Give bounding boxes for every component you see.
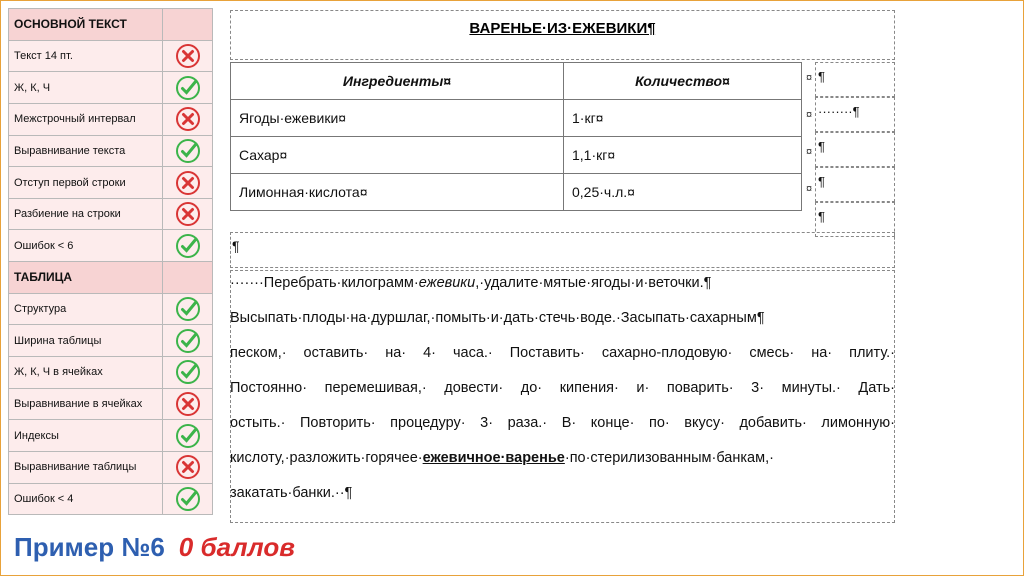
paragraph-mark: ¶ xyxy=(232,238,240,254)
row-end-mark: ¤ xyxy=(806,72,813,84)
checklist-row xyxy=(9,388,213,420)
table-row xyxy=(231,137,802,174)
side-para-frame xyxy=(815,62,895,97)
checklist-section-header xyxy=(9,262,213,294)
checklist-label: Отступ первой строки xyxy=(9,167,163,199)
checklist-label: Ж, К, Ч xyxy=(9,72,163,104)
checklist-mark xyxy=(163,357,213,389)
checklist-section-header xyxy=(9,9,213,41)
document-title: ВАРЕНЬЕ·ИЗ·ЕЖЕВИКИ¶ xyxy=(469,20,656,37)
checklist-label: Выравнивание в ячейках xyxy=(9,388,163,420)
check-icon xyxy=(175,138,201,164)
checklist-mark xyxy=(163,40,213,72)
cross-icon xyxy=(175,43,201,69)
checklist-mark xyxy=(163,135,213,167)
checklist-mark xyxy=(163,167,213,199)
checklist-mark xyxy=(163,420,213,452)
paragraph-mark: ¶ xyxy=(818,174,825,189)
checklist-label: Межстрочный интервал xyxy=(9,103,163,135)
empty-paragraph-frame xyxy=(230,232,895,268)
caption-score: 0 баллов xyxy=(178,532,295,562)
checklist-label: Ж, К, Ч в ячейках xyxy=(9,357,163,389)
cross-icon xyxy=(175,170,201,196)
table-row xyxy=(231,174,802,211)
checklist-mark xyxy=(163,325,213,357)
table-header-row xyxy=(231,63,802,100)
criteria-checklist xyxy=(8,8,213,515)
checklist-label: Структура xyxy=(9,293,163,325)
checklist-label: Ошибок < 6 xyxy=(9,230,163,262)
row-end-mark: ¤ xyxy=(806,146,813,158)
checklist-mark xyxy=(163,483,213,515)
italic-text: ежевики xyxy=(418,275,476,291)
checklist-row xyxy=(9,167,213,199)
checklist-mark xyxy=(163,198,213,230)
paragraph-mark: ········¶ xyxy=(818,104,860,119)
paragraph-mark: ¶ xyxy=(818,209,825,224)
checklist-row xyxy=(9,325,213,357)
table-header-quantity: Количество¤ xyxy=(564,63,802,100)
row-end-mark: ¤ xyxy=(806,109,813,121)
cross-icon xyxy=(175,201,201,227)
checklist-mark xyxy=(163,230,213,262)
bold-underlined-text: ежевичное·варенье xyxy=(422,450,565,466)
caption-title: Пример №6 xyxy=(14,532,165,562)
checklist-mark xyxy=(163,451,213,483)
check-icon xyxy=(175,296,201,322)
checklist-label: Текст 14 пт. xyxy=(9,40,163,72)
checklist-mark xyxy=(163,293,213,325)
paragraph-line: ·······Перебрать·килограмм·ежевики,·удалите·мятые·ягоды·и·веточки.¶ xyxy=(230,275,712,291)
table-cell: Ягоды·ежевики¤ xyxy=(231,100,564,137)
checklist-row xyxy=(9,135,213,167)
check-icon xyxy=(175,423,201,449)
paragraph-line: Высыпать·плоды·на·дуршлаг,·помыть·и·дать·стечь·воде.·Засыпать·сахарным¶ xyxy=(230,310,765,326)
check-icon xyxy=(175,75,201,101)
checklist-row xyxy=(9,103,213,135)
checklist-row xyxy=(9,72,213,104)
row-end-mark: ¤ xyxy=(806,183,813,195)
checklist-label: Индексы xyxy=(9,420,163,452)
example-caption xyxy=(14,532,295,563)
checklist-label: ОСНОВНОЙ ТЕКСТ xyxy=(9,9,163,41)
checklist-label: Ошибок < 4 xyxy=(9,483,163,515)
checklist-label: Ширина таблицы xyxy=(9,325,163,357)
table-cell: 0,25·ч.л.¤ xyxy=(564,174,802,211)
table-cell: Сахар¤ xyxy=(231,137,564,174)
check-icon xyxy=(175,359,201,385)
checklist-row xyxy=(9,451,213,483)
table-cell: 1·кг¤ xyxy=(564,100,802,137)
checklist-row xyxy=(9,293,213,325)
side-para-frame xyxy=(815,132,895,167)
paragraph-line: кислоту,·разложить·горячее·ежевичное·варенье·по·стерилизованным·банкам,· xyxy=(230,450,774,466)
table-cell: 1,1·кг¤ xyxy=(564,137,802,174)
checklist-label: Выравнивание таблицы xyxy=(9,451,163,483)
checklist-mark xyxy=(163,388,213,420)
paragraph-mark: ¶ xyxy=(818,139,825,154)
paragraph-line: песком,· оставить· на· 4· часа.· Поставить· сахарно-плодовую· смесь· на· плиту.· xyxy=(230,345,895,361)
paragraph-mark: ¶ xyxy=(818,69,825,84)
check-icon xyxy=(175,486,201,512)
checklist-mark xyxy=(163,262,213,294)
checklist-mark xyxy=(163,103,213,135)
table-header-ingredients: Ингредиенты¤ xyxy=(231,63,564,100)
paragraph-line: закатать·банки.··¶ xyxy=(230,485,353,501)
document-page xyxy=(230,10,895,523)
checklist-mark xyxy=(163,72,213,104)
paragraph-line: остыть.· Повторить· процедуру· 3· раза.· В· конце· по· вкусу· добавить· лимонную· xyxy=(230,415,895,431)
cross-icon xyxy=(175,454,201,480)
paragraph-line: Постоянно· перемешивая,· довести· до· кипения· и· поварить· 3· минуты.· Дать· xyxy=(230,380,895,396)
checklist-row xyxy=(9,230,213,262)
checklist-mark xyxy=(163,9,213,41)
ingredients-table xyxy=(230,62,802,211)
checklist-row xyxy=(9,40,213,72)
cross-icon xyxy=(175,106,201,132)
cross-icon xyxy=(175,391,201,417)
side-para-frame xyxy=(815,167,895,202)
checklist-row xyxy=(9,483,213,515)
checklist-label: Разбиение на строки xyxy=(9,198,163,230)
check-icon xyxy=(175,233,201,259)
checklist-row xyxy=(9,420,213,452)
checklist-label: Выравнивание текста xyxy=(9,135,163,167)
checklist-row xyxy=(9,198,213,230)
checklist-label: ТАБЛИЦА xyxy=(9,262,163,294)
checklist-row xyxy=(9,357,213,389)
table-cell: Лимонная·кислота¤ xyxy=(231,174,564,211)
check-icon xyxy=(175,328,201,354)
table-row xyxy=(231,100,802,137)
